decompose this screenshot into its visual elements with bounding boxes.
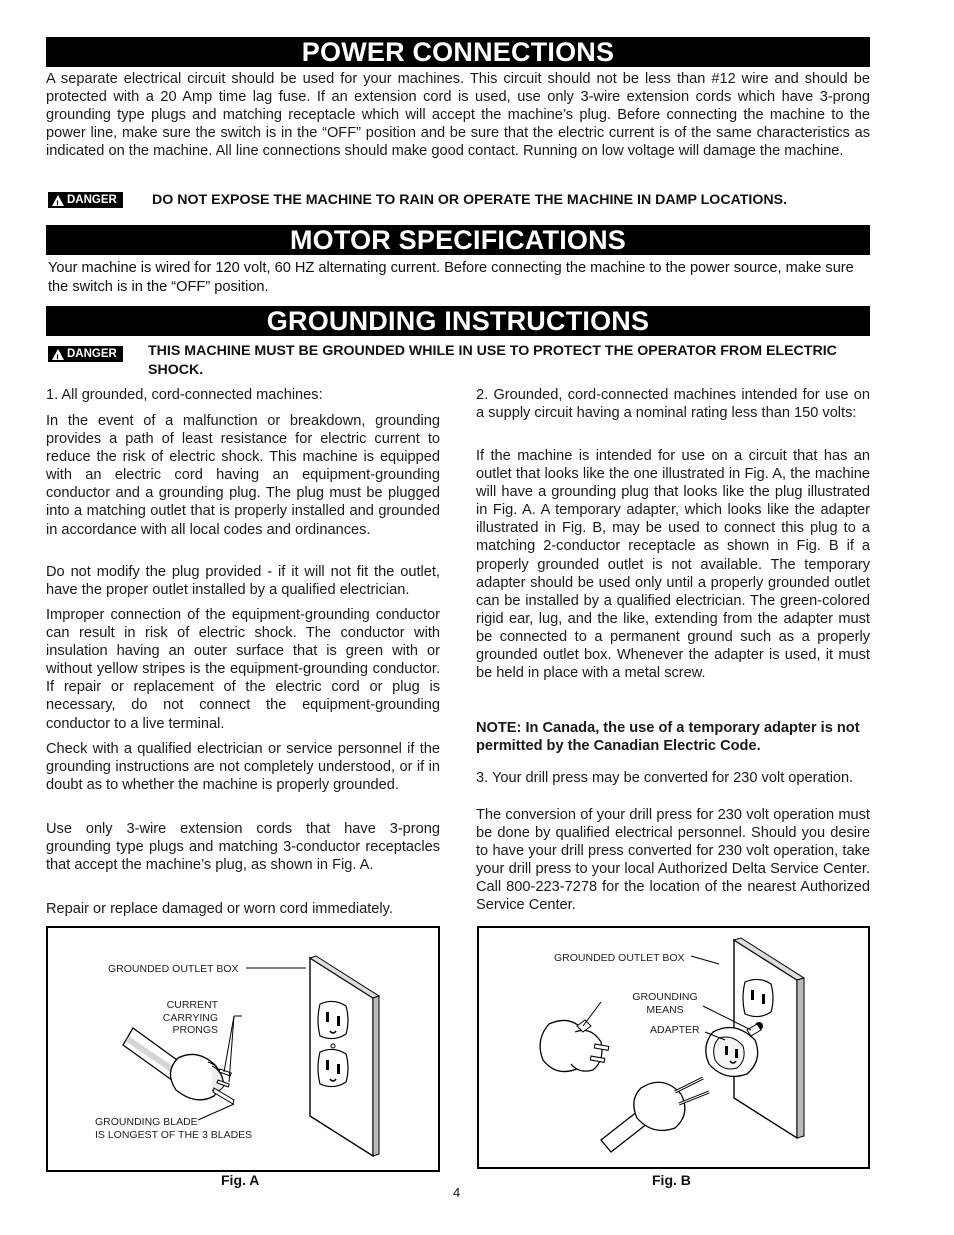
right-p3a: 3. Your drill press may be converted for 230 volt operation.	[476, 770, 854, 786]
left-p2: In the event of a malfunction or breakdown, grounding provides a path of least resistance for electric current to reduce the risk of electric shock. This machine is equipped with an electric cord having an equipment-grounding conductor and a grounding plug. The plug must be plugged into a matching outlet that is properly installed and grounded in accordance with all local codes and ordinances.	[46, 413, 440, 538]
power-connections-heading: POWER CONNECTIONS	[46, 37, 870, 67]
fig-a-caption: Fig. A	[221, 1172, 260, 1188]
danger-badge	[48, 346, 123, 362]
page-number: 4	[453, 1185, 461, 1200]
left-p4: Improper connection of the equipment-grounding conductor can result in risk of electric shock. The conductor with insulation having an outer surface that is green with or without yellow stripes is the equipment-grounding conductor. If repair or replacement of the electric cord or plug is necessary, do not connect the equipment-grounding conductor to a live terminal.	[46, 607, 440, 732]
canada-note: NOTE: In Canada, the use of a temporary adapter is not permitted by the Canadian Electric Code.	[476, 720, 860, 755]
warning-triangle-icon	[52, 349, 64, 360]
grounding-instructions-heading: GROUNDING INSTRUCTIONS	[46, 306, 870, 336]
left-p3: Do not modify the plug provided - if it will not fit the outlet, have the proper outlet installed by a qualified electrician.	[46, 564, 440, 599]
grounding-danger-text: THIS MACHINE MUST BE GROUNDED WHILE IN USE TO PROTECT THE OPERATOR FROM ELECTRIC SHOCK.	[148, 343, 837, 378]
fig-a-label-outlet: GROUNDED OUTLET BOX	[108, 963, 239, 975]
figure-a	[46, 926, 440, 1172]
right-p1: 2. Grounded, cord-connected machines intended for use on a supply circuit having a nominal rating less than 150 volts:	[476, 387, 870, 422]
right-p3b: The conversion of your drill press for 230 volt operation must be done by qualified electrical personnel. Should you desire to have your drill press converted for 230 volt operation, take your drill press to your local Authorized Delta Service Center. Call 800-223-7278 for the location of the nearest Authorized Service Center.	[476, 807, 870, 914]
danger-badge	[48, 192, 123, 208]
fig-b-label-adapter: ADAPTER	[650, 1024, 700, 1036]
fig-b-label-outlet: GROUNDED OUTLET BOX	[554, 952, 685, 964]
figure-b	[477, 926, 870, 1169]
fig-a-label-prongs: CURRENT CARRYING PRONGS	[162, 999, 218, 1036]
fig-b-caption: Fig. B	[652, 1172, 691, 1188]
fig-a-label-blade: GROUNDING BLADE IS LONGEST OF THE 3 BLADES	[95, 1116, 253, 1141]
left-p7: Repair or replace damaged or worn cord immediately.	[46, 901, 393, 917]
danger-badge-label: DANGER	[67, 348, 117, 360]
warning-triangle-icon	[52, 195, 64, 206]
danger-badge-label: DANGER	[67, 194, 117, 206]
power-connections-body: A separate electrical circuit should be used for your machines. This circuit should not be less than #12 wire and should be protected with a 20 Amp time lag fuse. If an extension cord is used, use only 3-wire extension cords which have 3-prong grounding type plugs and matching receptacle which will accept the machine’s plug. Before connecting the machine to the power line, make sure the switch is in the “OFF” position and be sure that the electric current is of the same characteristics as indicated on the machine. All line connections should make good contact. Running on low voltage will damage the machine.	[46, 71, 870, 160]
left-p6: Use only 3-wire extension cords that have 3-prong grounding type plugs and matching 3-conductor receptacles that accept the machine’s plug, as shown in Fig. A.	[46, 821, 440, 874]
motor-specifications-heading: MOTOR SPECIFICATIONS	[46, 225, 870, 255]
motor-specifications-body: Your machine is wired for 120 volt, 60 HZ alternating current. Before connecting the machine to the power source, make sure the switch is in the “OFF” position.	[48, 260, 854, 295]
fig-b-label-means: GROUNDING MEANS	[632, 991, 698, 1016]
left-p1: 1. All grounded, cord-connected machines:	[46, 387, 323, 403]
right-p2: If the machine is intended for use on a circuit that has an outlet that looks like the one illustrated in Fig. A, the machine will have a grounding plug that looks like the plug illustrated in Fig. A. A temporary adapter, which looks like the adapter illustrated in Fig. B, may be used to connect this plug to a matching 2-conductor receptacle as shown in Fig. B if a properly grounded outlet is not available. The temporary adapter should be used only until a properly grounded outlet can be installed by a qualified electrician. The green-colored rigid ear, lug, and the like, extending from the adapter must be connected to a permanent ground such as a properly grounded outlet box. Whenever the adapter is used, it must be held in place with a metal screw.	[476, 448, 870, 682]
power-danger-text: DO NOT EXPOSE THE MACHINE TO RAIN OR OPERATE THE MACHINE IN DAMP LOCATIONS.	[152, 192, 788, 208]
left-p5: Check with a qualified electrician or service personnel if the grounding instructions are not completely understood, or if in doubt as to whether the machine is properly grounded.	[46, 741, 440, 794]
